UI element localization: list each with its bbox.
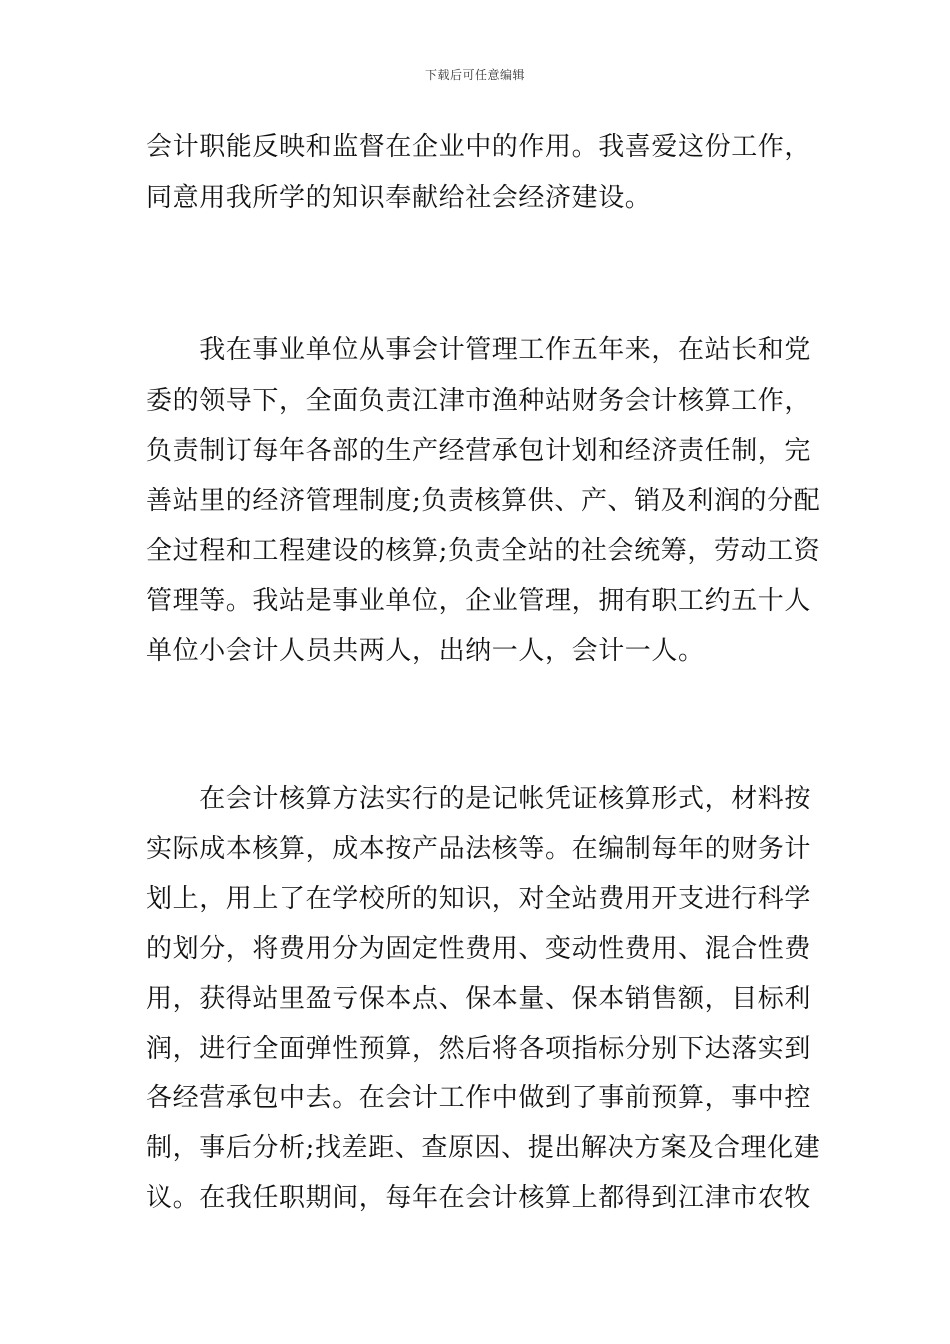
text-line: 单位小会计人员共两人，出纳一人，会计一人。 [146, 636, 705, 666]
header-note: 下载后可任意编辑 [424, 68, 525, 82]
text-line: 同意用我所学的知识奉献给社会经济建设。 [146, 183, 652, 213]
text-line: 议。在我任职期间，每年在会计核算上都得到江津市农牧 [146, 1183, 812, 1213]
text-line: 在会计核算方法实行的是记帐凭证核算形式，材料按 [146, 784, 812, 814]
text-line: 实际成本核算，成本按产品法核等。在编制每年的财务计 [146, 834, 812, 864]
text-line: 用，获得站里盈亏保本点、保本量、保本销售额，目标利 [146, 984, 812, 1014]
text-line: 的划分，将费用分为固定性费用、变动性费用、混合性费 [146, 934, 812, 964]
text-line: 我在事业单位从事会计管理工作五年来，在站长和党 [146, 335, 812, 365]
text-line: 负责制订每年各部的生产经营承包计划和经济责任制，完 [146, 436, 812, 466]
text-line: 润，进行全面弹性预算，然后将各项指标分别下达落实到 [146, 1034, 812, 1064]
text-line: 善站里的经济管理制度;负责核算供、产、销及利润的分配 [146, 486, 821, 516]
text-line: 管理等。我站是事业单位，企业管理，拥有职工约五十人 [146, 586, 812, 616]
text-line: 划上，用上了在学校所的知识，对全站费用开支进行科学 [146, 884, 812, 914]
text-line: 各经营承包中去。在会计工作中做到了事前预算，事中控 [146, 1083, 812, 1113]
text-line: 委的领导下，全面负责江津市渔种站财务会计核算工作， [146, 386, 812, 416]
text-line: 制，事后分析;找差距、查原因、提出解决方案及合理化建 [146, 1133, 821, 1163]
text-line: 会计职能反映和监督在企业中的作用。我喜爱这份工作， [146, 132, 812, 162]
text-line: 全过程和工程建设的核算;负责全站的社会统筹，劳动工资 [146, 536, 821, 566]
